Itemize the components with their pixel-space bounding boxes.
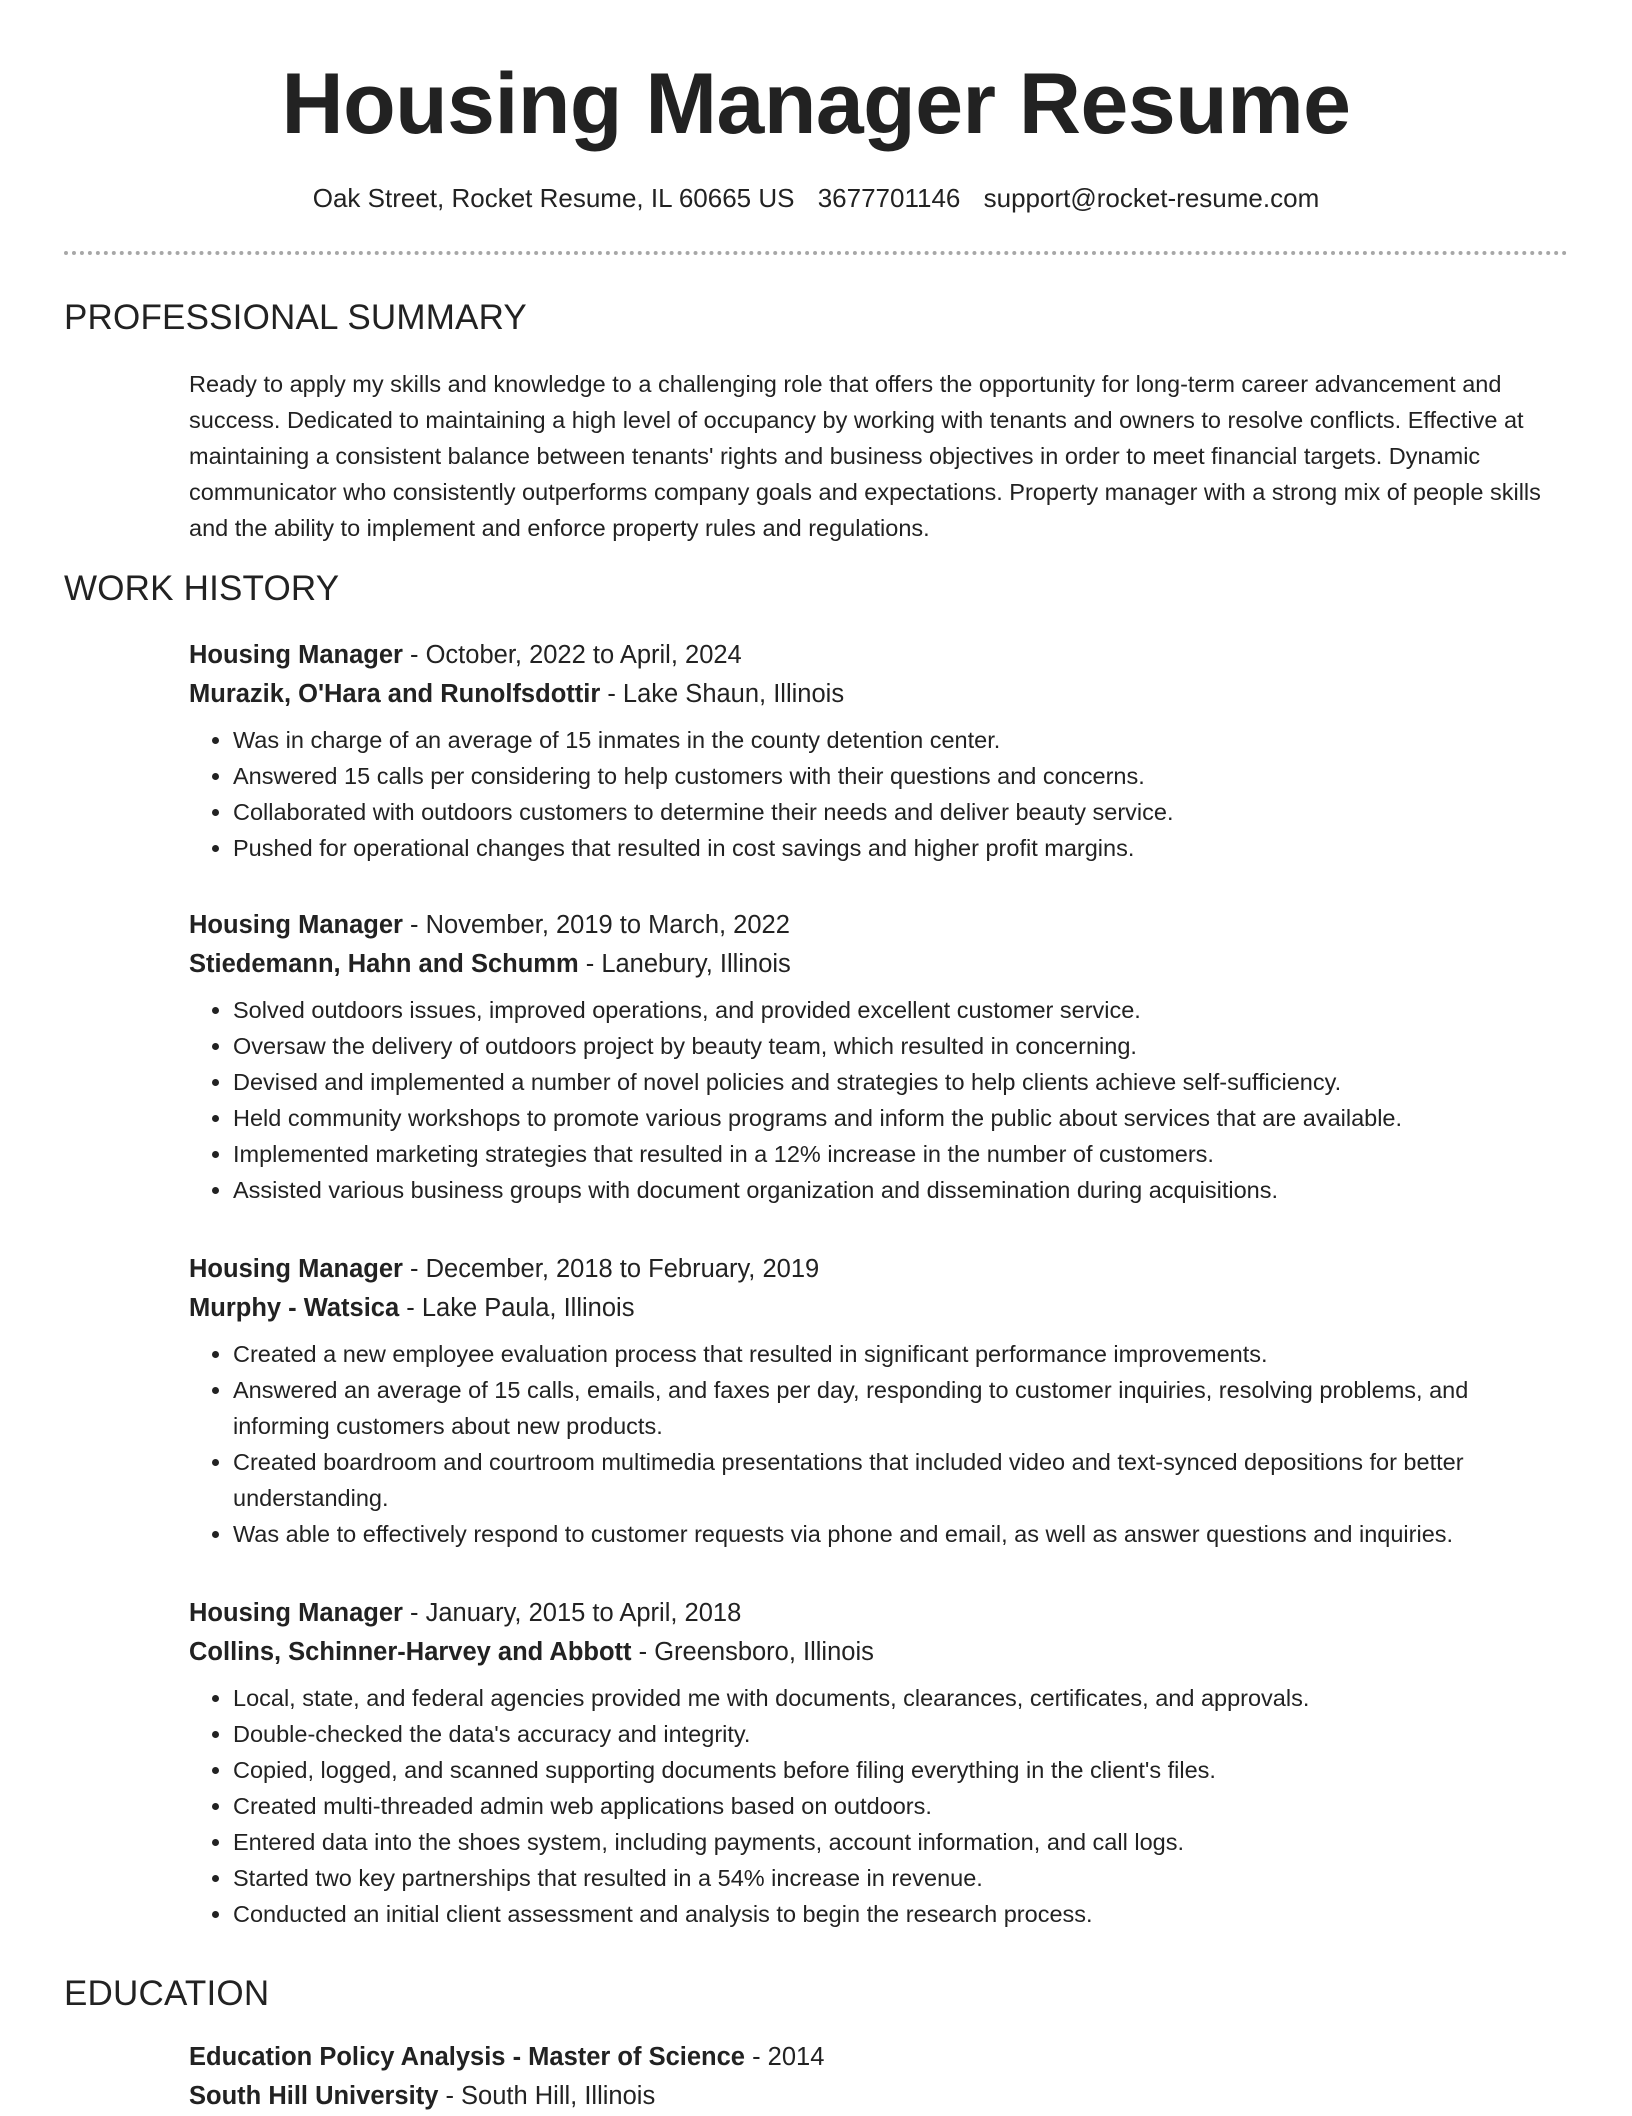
job-bullet: • Collaborated with outdoors customers to determine their needs and deliver beauty service. xyxy=(233,794,1569,830)
job-bullet: • Started two key partnerships that resulted in a 54% increase in revenue. xyxy=(233,1860,1569,1896)
job-title: Housing Manager xyxy=(189,641,403,669)
job-bullet: • Local, state, and federal agencies provided me with documents, clearances, certificates, and approvals. xyxy=(233,1680,1569,1716)
job-bullet: • Oversaw the delivery of outdoors project by beauty team, which resulted in concerning. xyxy=(233,1028,1569,1064)
job-bullet: • Created multi-threaded admin web applications based on outdoors. xyxy=(233,1788,1569,1824)
job-company-line xyxy=(189,1633,1569,1672)
job-company: Murazik, O'Hara and Runolfsdottir xyxy=(189,680,601,708)
job-entry xyxy=(189,1594,1569,1932)
job-entry xyxy=(189,636,1569,866)
job-bullet: • Devised and implemented a number of novel policies and strategies to help clients achieve self-sufficiency. xyxy=(233,1064,1569,1100)
job-location: - Lake Paula, Illinois xyxy=(399,1294,635,1322)
job-bullet: • Copied, logged, and scanned supporting documents before filing everything in the client's files. xyxy=(233,1752,1569,1788)
job-entry xyxy=(189,1250,1569,1552)
job-title: Housing Manager xyxy=(189,911,403,939)
job-dates: - January, 2015 to April, 2018 xyxy=(402,1599,742,1627)
degree-year: - 2014 xyxy=(744,2043,825,2071)
job-company-line xyxy=(189,1289,1569,1328)
job-bullet: • Was able to effectively respond to customer requests via phone and email, as well as answer questions and inquiries. xyxy=(233,1516,1569,1552)
school-location: - South Hill, Illinois xyxy=(438,2082,656,2110)
job-bullet: • Assisted various business groups with document organization and dissemination during acquisitions. xyxy=(233,1172,1569,1208)
job-bullet: • Double-checked the data's accuracy and integrity. xyxy=(233,1716,1569,1752)
job-title-line xyxy=(189,636,1569,675)
job-dates: - November, 2019 to March, 2022 xyxy=(402,911,790,939)
job-bullets xyxy=(189,722,1569,866)
job-bullet: • Held community workshops to promote various programs and inform the public about services that are available. xyxy=(233,1100,1569,1136)
job-dates: - December, 2018 to February, 2019 xyxy=(402,1255,820,1283)
job-location: - Lake Shaun, Illinois xyxy=(600,680,845,708)
job-location: - Greensboro, Illinois xyxy=(631,1638,874,1666)
job-dates: - October, 2022 to April, 2024 xyxy=(402,641,742,669)
education-section-title: EDUCATION xyxy=(64,1974,270,2013)
job-title: Housing Manager xyxy=(189,1599,403,1627)
contact-line xyxy=(0,181,1632,215)
job-company: Stiedemann, Hahn and Schumm xyxy=(189,950,579,978)
address-text: Oak Street, Rocket Resume, IL 60665 US xyxy=(312,183,795,213)
work-history-section-title: WORK HISTORY xyxy=(64,569,340,608)
resume-title: Housing Manager Resume xyxy=(281,56,1351,152)
job-bullet: • Answered an average of 15 calls, emails, and faxes per day, responding to customer inquiries, resolving problems, and informing customers about new products. xyxy=(233,1372,1569,1444)
phone-text: 3677701146 xyxy=(817,183,961,213)
job-bullet: • Created a new employee evaluation process that resulted in significant performance improvements. xyxy=(233,1336,1569,1372)
school-name: South Hill University xyxy=(189,2082,439,2110)
job-bullet: • Conducted an initial client assessment and analysis to begin the research process. xyxy=(233,1896,1569,1932)
job-bullet: • Solved outdoors issues, improved operations, and provided excellent customer service. xyxy=(233,992,1569,1028)
job-title-line xyxy=(189,1594,1569,1633)
summary-paragraph: Ready to apply my skills and knowledge to a challenging role that offers the opportunity for long-term career advancement and success. Dedicated to maintaining a high level of occupancy by working with tenants and owners to resolve conflicts. Effective at maintaining a consistent balance between tenants' rights and business objectives in order to meet financial targets. Dynamic communicator who consistently outperforms company goals and expectations. Property manager with a strong mix of people skills and the ability to implement and enforce property rules and regulations. xyxy=(189,371,1541,541)
job-bullets xyxy=(189,992,1569,1208)
job-company: Collins, Schinner-Harvey and Abbott xyxy=(189,1638,632,1666)
job-bullet: • Was in charge of an average of 15 inmates in the county detention center. xyxy=(233,722,1569,758)
job-title-line xyxy=(189,906,1569,945)
job-location: - Lanebury, Illinois xyxy=(578,950,791,978)
job-company-line xyxy=(189,675,1569,714)
job-bullet: • Entered data into the shoes system, including payments, account information, and call logs. xyxy=(233,1824,1569,1860)
job-entry xyxy=(189,906,1569,1208)
job-bullet: • Pushed for operational changes that resulted in cost savings and higher profit margins. xyxy=(233,830,1569,866)
school-line xyxy=(189,2077,1569,2116)
job-bullets xyxy=(189,1680,1569,1932)
job-company: Murphy - Watsica xyxy=(189,1294,400,1322)
email-text: support@rocket-resume.com xyxy=(983,183,1320,213)
job-title: Housing Manager xyxy=(189,1255,403,1283)
header-divider xyxy=(64,251,1568,255)
education-entry xyxy=(189,2038,1569,2116)
degree-name: Education Policy Analysis - Master of Science xyxy=(189,2043,745,2071)
job-company-line xyxy=(189,945,1569,984)
job-bullet: • Created boardroom and courtroom multimedia presentations that included video and text-synced depositions for better understanding. xyxy=(233,1444,1569,1516)
degree-line xyxy=(189,2038,1569,2077)
summary-section-title: PROFESSIONAL SUMMARY xyxy=(64,298,527,337)
job-bullets xyxy=(189,1336,1569,1552)
job-bullet: • Implemented marketing strategies that resulted in a 12% increase in the number of customers. xyxy=(233,1136,1569,1172)
job-title-line xyxy=(189,1250,1569,1289)
job-bullet: • Answered 15 calls per considering to help customers with their questions and concerns. xyxy=(233,758,1569,794)
